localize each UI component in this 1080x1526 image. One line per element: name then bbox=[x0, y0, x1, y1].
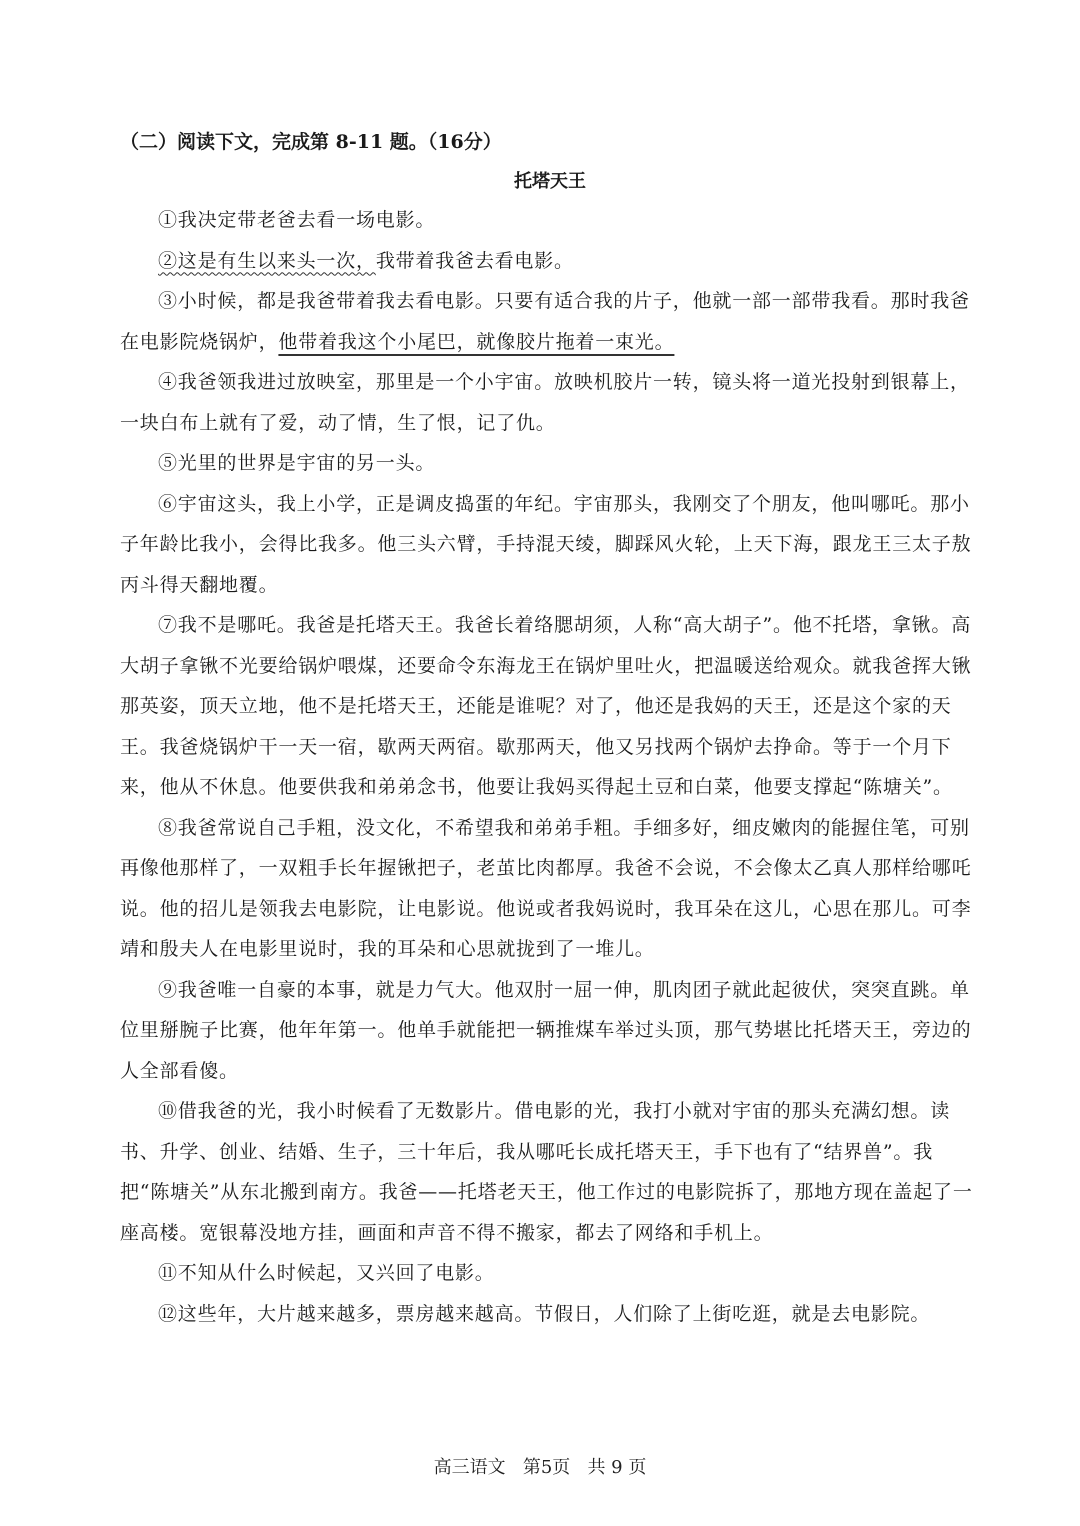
paragraph-5: ⑤光里的世界是宇宙的另一头。 bbox=[158, 452, 436, 474]
paragraph-4: ④我爸领我进过放映室，那里是一个小宇宙。放映机胶片一转，镜头将一道光投射到银幕上，一块白布上就有了爱，动了情，生了恨，记了仇。 bbox=[120, 371, 970, 434]
paragraph-2 bbox=[120, 241, 980, 282]
paragraph-7: ⑦我不是哪吒。我爸是托塔天王。我爸长着络腮胡须，人称“高大胡子”。他不托塔，拿锹。高大胡子拿锹不光要给锅炉喂煤，还要命令东海龙王在锅炉里吐火，把温暖送给观众。就我爸挥大锹那英姿，顶天立地，他不是托塔天王，还能是谁呢？对了，他还是我妈的天王，还是这个家的天王。我爸烧锅炉干一天一宿，歇两天两宿。歇那两天，他又另找两个锅炉去挣命。等于一个月下来，他从不休息。他要供我和弟弟念书，他要让我妈买得起土豆和白菜，他要支撑起“陈塘关”。 bbox=[120, 614, 972, 798]
underlined-text: 他带着我这个小尾巴，就像胶片拖着一束光。 bbox=[278, 330, 675, 353]
paragraph-9: ⑨我爸唯一自豪的本事，就是力气大。他双肘一屈一伸，肌肉团子就此起彼伏，突突直跳。单位里掰腕子比赛，他年年第一。他单手就能把一辆推煤车举过头顶，那气势堪比托塔天王，旁边的人全部看傻。 bbox=[120, 978, 972, 1082]
paragraph-11: ⑪不知从什么时候起，又兴回了电影。 bbox=[158, 1262, 495, 1284]
article-title: 托塔天王 bbox=[514, 171, 586, 192]
paragraph-8: ⑧我爸常说自己手粗，没文化，不希望我和弟弟手粗。手细多好，细皮嫩肉的能握住笔，可别再像他那样了，一双粗手长年握锹把子，老茧比肉都厚。我爸不会说，不会像太乙真人那样给哪吒说。他的招儿是领我去电影院，让电影说。他说或者我妈说时，我耳朵在这儿，心思在那儿。可李靖和殷夫人在电影里说时，我的耳朵和心思就拢到了一堆儿。 bbox=[120, 816, 972, 960]
paragraph-3 bbox=[120, 281, 980, 362]
reading-section bbox=[120, 124, 980, 1334]
section-heading: （二）阅读下文，完成第 8-11 题。（16分） bbox=[120, 131, 502, 153]
page-footer: 高三语文 第5页 共 9 页 bbox=[433, 1457, 647, 1478]
paragraph-3-start: ③小时候，都是我爸带着我去看电影。只要有适合我的片子，他就一部一部带我看。那时我爸在电影院烧锅炉， bbox=[120, 290, 970, 353]
paragraph-1: ①我决定带老爸去看一场电影。 bbox=[158, 209, 436, 231]
wavy-underlined-text: ②这是有生以来头一次， bbox=[158, 249, 376, 272]
paragraph-2-rest: 我带着我爸去看电影。 bbox=[375, 249, 574, 272]
paragraph-10: ⑩借我爸的光，我小时候看了无数影片。借电影的光，我打小就对宇宙的那头充满幻想。读书、升学、创业、结婚、生子，三十年后，我从哪吒长成托塔天王，手下也有了“结界兽”。我把“陈塘关”从东北搬到南方。我爸——托塔老天王，他工作过的电影院拆了，那地方现在盖起了一座高楼。宽银幕没地方挂，画面和声音不得不搬家，都去了网络和手机上。 bbox=[120, 1100, 973, 1244]
paragraph-12: ⑫这些年，大片越来越多，票房越来越高。节假日，人们除了上街吃逛，就是去电影院。 bbox=[158, 1302, 931, 1325]
paragraph-6: ⑥宇宙这头，我上小学，正是调皮捣蛋的年纪。宇宙那头，我刚交了个朋友，他叫哪吒。那小子年龄比我小，会得比我多。他三头六臂，手持混天绫，脚踩风火轮，上天下海，跟龙王三太子敖丙斗得天翻地覆。 bbox=[120, 492, 972, 596]
